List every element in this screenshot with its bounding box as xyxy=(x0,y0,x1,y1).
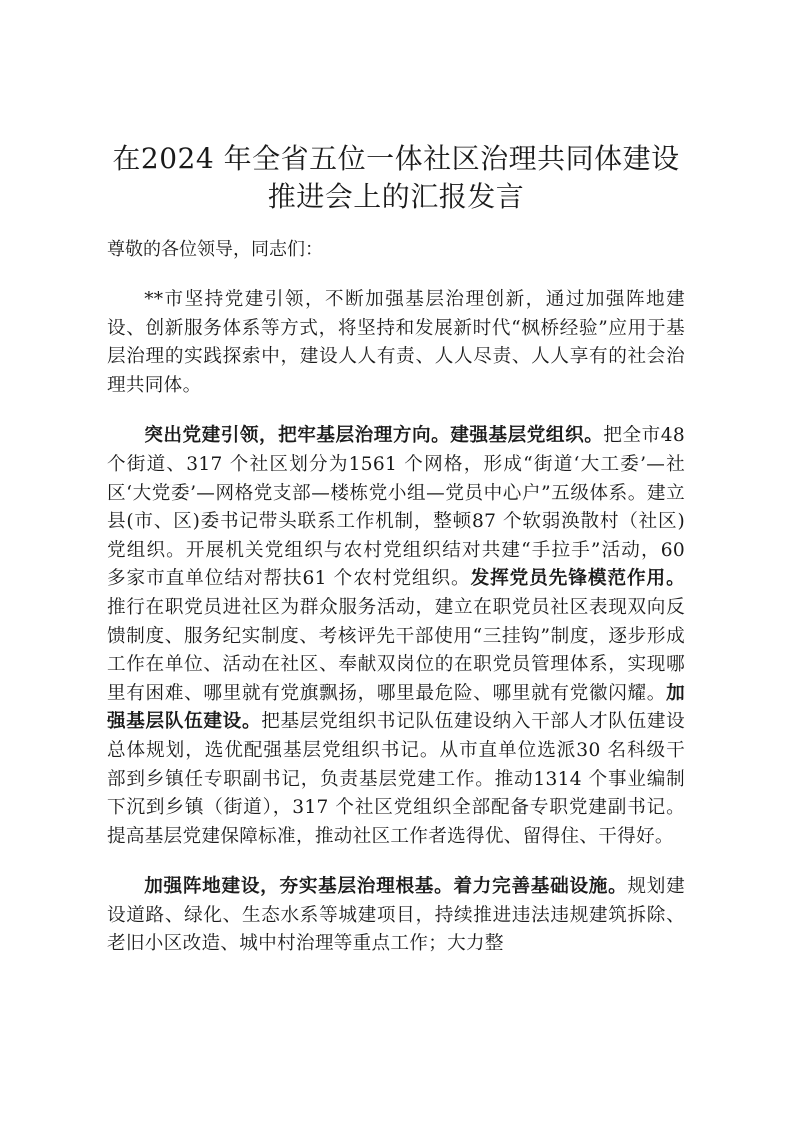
subsection-heading: 加强基层队伍建设。 xyxy=(107,682,685,733)
paragraph-text: 推行在职党员进社区为群众服务活动，建立在职党员社区表现双向反馈制度、服务纪实制度、考核评先干部使用“三挂钩”制度，逐步形成工作在单位、活动在社区、奉献双岗位的在职党员管理体系，实现哪里有困难、哪里就有党旗飘扬，哪里最危险、哪里就有党徽闪耀。 xyxy=(107,596,685,704)
paragraph-text: 规划建设道路、绿化、生态水系等城建项目，持续推进违法违规建筑拆除、老旧小区改造、城中村治理等重点工作；大力整 xyxy=(107,876,685,955)
subsection-heading: 发挥党员先锋模范作用。 xyxy=(470,568,685,590)
paragraph-infrastructure xyxy=(107,873,685,959)
salutation: 尊敬的各位领导，同志们： xyxy=(107,239,323,260)
subsection-heading: 着力完善基础设施。 xyxy=(453,876,628,898)
document-title xyxy=(107,140,685,216)
title-line-1: 在2024 年全省五位一体社区治理共同体建设 xyxy=(112,142,680,175)
paragraph-intro: **市坚持党建引领，不断加强基层治理创新，通过加强阵地建设、创新服务体系等方式，将坚持和发展新时代“枫桥经验”应用于基层治理的实践探索中，建设人人有责、人人尽责、人人享有的社会治理共同体。 xyxy=(107,289,685,396)
document-page xyxy=(107,140,685,981)
paragraph-text: 把基层党组织书记队伍建设纳入干部人才队伍建设总体规划，选优配强基层党组织书记。从市直单位选派30 名科级干部到乡镇任专职副书记，负责基层党建工作。推动1314 个事业编制下沉到乡镇（街道），317 个社区党组织全部配备专职党建副书记。提高基层党建保障标准，推动社区工作者选得优、留得住、干得好。 xyxy=(107,711,685,847)
paragraph-text: 把全市48 个街道、317 个社区划分为1561 个网格，形成“街道‘大工委’—社区‘大党委’—网格党支部—楼栋党小组—党员中心户”五级体系。建立县(市、区)委书记带头联系工作机制，整顿87 个软弱涣散村（社区)党组织。开展机关党组织与农村党组织结对共建“手拉手”活动，60 多家市直单位结对帮扶61 个农村党组织。 xyxy=(107,425,685,590)
section-heading: 突出党建引领，把牢基层治理方向。 xyxy=(144,425,451,447)
section-heading: 加强阵地建设，夯实基层治理根基。 xyxy=(144,876,454,898)
title-line-2: 推进会上的汇报发言 xyxy=(267,180,525,213)
paragraph-party-leadership xyxy=(107,422,685,851)
subsection-heading: 建强基层党组织。 xyxy=(450,425,604,447)
